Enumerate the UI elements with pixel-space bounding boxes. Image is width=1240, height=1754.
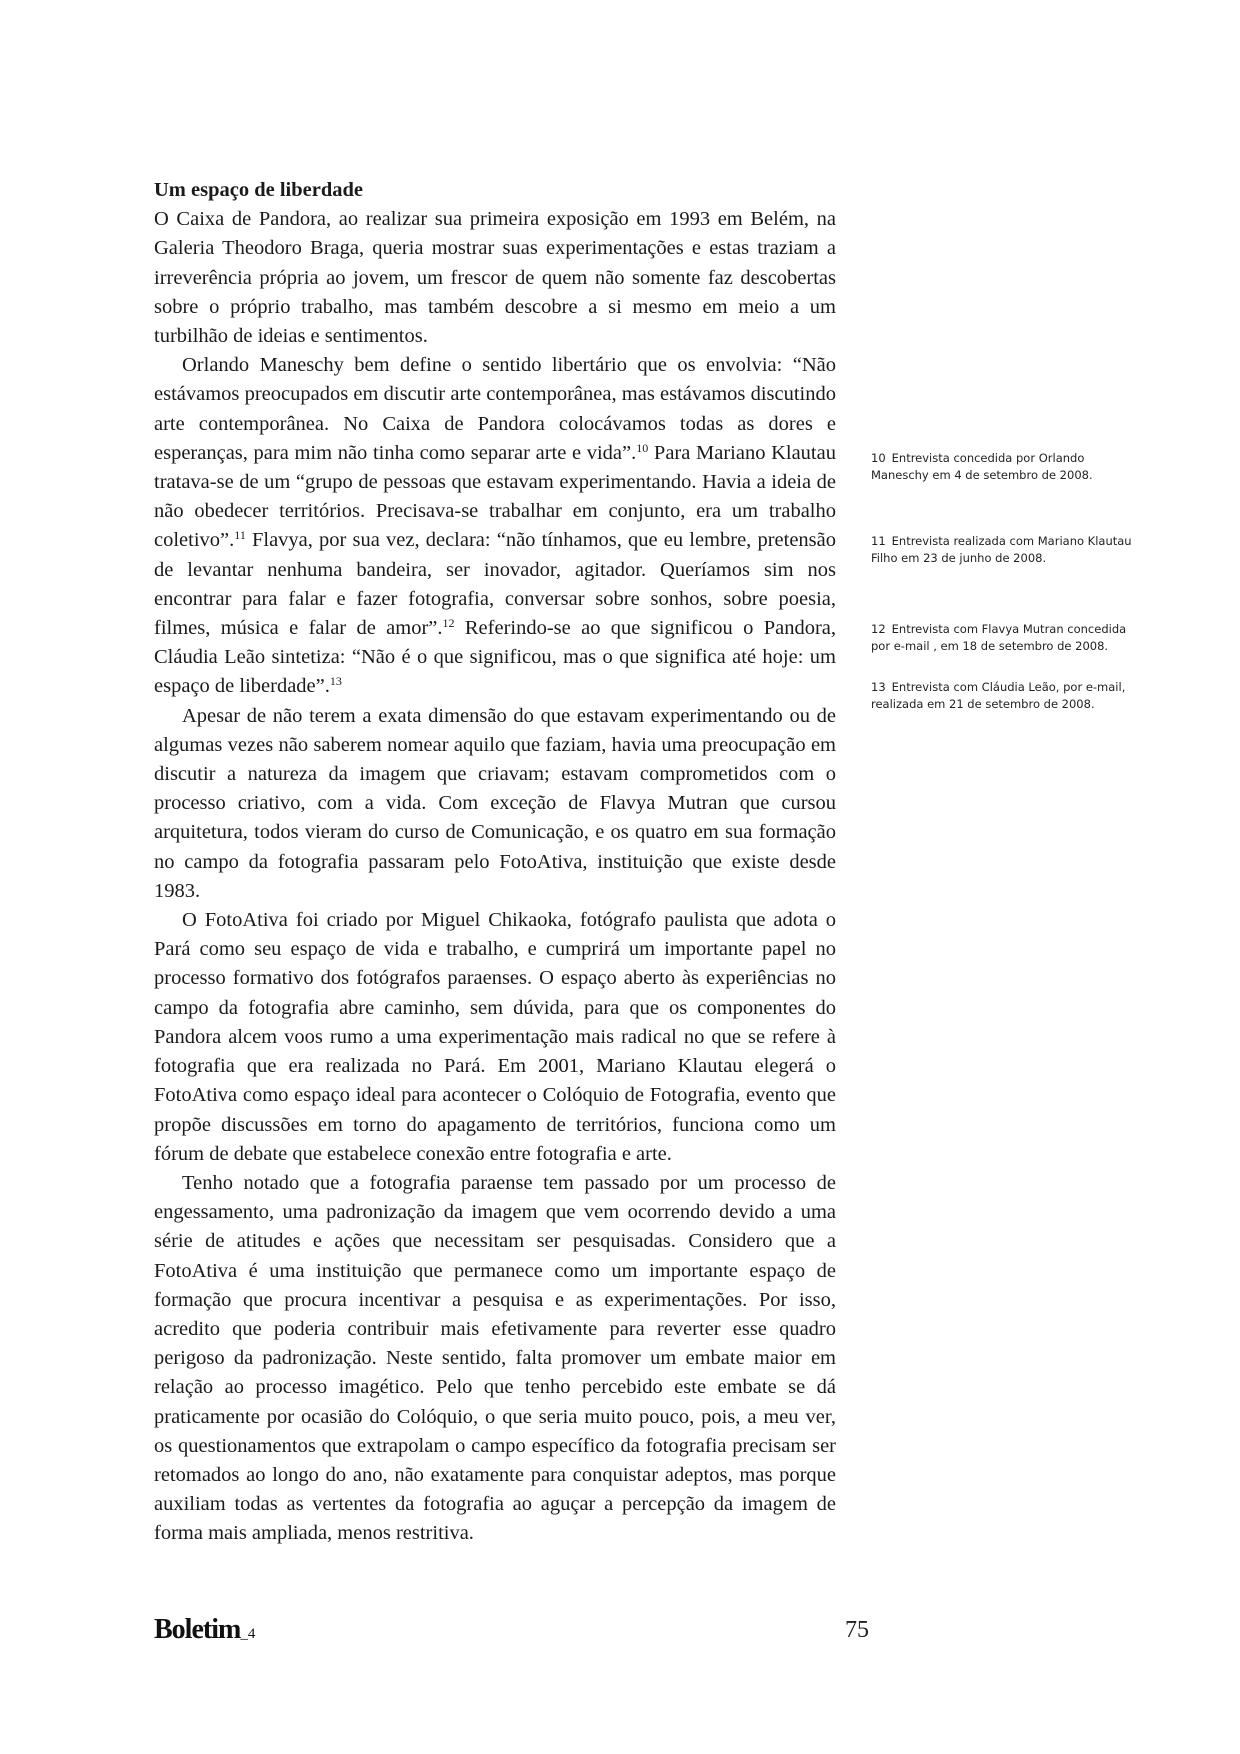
paragraph-5: Tenho notado que a fotografia paraense tem passado por um processo de engessamento, uma padronização da imagem que vem ocorrendo devido a uma série de atitudes e ações que necessitam ser pesquisadas. Considero que a FotoAtiva é uma instituição que permanece como um importante espaço de formação que procura incentivar a pesquisa e as experimentações. Por isso, acredito que poderia contribuir mais efetivamente para reverter esse quadro perigoso da padronização. Neste sentido, falta promover um embate maior em relação ao processo imagético. Pelo que tenho percebido este embate se dá praticamente por ocasião do Colóquio, o que seria muito pouco, pois, a meu ver, os questionamentos que extrapolam o campo específico da fotografia precisam ser retomados ao longo do ano, não exatamente para conquistar adeptos, mas porque auxiliam todas as vertentes da fotografia ao aguçar a percepção da imagem de forma mais ampliada, menos restritiva. [154, 1171, 836, 1545]
publication-name: Boletim [154, 1614, 241, 1645]
footnote-ref-11[interactable]: 11 [234, 528, 246, 543]
footnote-number: 13 [871, 680, 886, 694]
footnote-text: Entrevista concedida por Orlando Maneschy em 4 de setembro de 2008. [871, 451, 1093, 482]
footnote-ref-10[interactable]: 10 [636, 440, 649, 455]
footnote-text: Entrevista com Cláudia Leão, por e-mail, realizada em 21 de setembro de 2008. [871, 680, 1126, 711]
footnote-number: 11 [871, 534, 886, 548]
footnote-number: 12 [871, 622, 886, 636]
footnote-11 [871, 533, 1141, 567]
paragraph-2-part-a: Orlando Maneschy bem define o sentido libertário que os envolvia: “Não estávamos preocupados em discutir arte contemporânea, mas estávamos discutindo arte contemporânea. No Caixa de Pandora colocávamos todas as dores e esperanças, para mim não tinha como separar arte e vida”. [154, 354, 836, 464]
footnote-text: Entrevista com Flavya Mutran concedida por e-mail , em 18 de setembro de 2008. [871, 622, 1127, 653]
paragraph-1: O Caixa de Pandora, ao realizar sua primeira exposição em 1993 em Belém, na Galeria Theodoro Braga, queria mostrar suas experimentações e estas traziam a irreverência própria ao jovem, um frescor de quem não somente faz descobertas sobre o próprio trabalho, mas também descobre a si mesmo em meio a um turbilhão de ideias e sentimentos. [154, 208, 836, 348]
footnote-ref-12[interactable]: 12 [442, 616, 455, 631]
paragraph-2-part-b: Para Mariano Klautau tratava-se de um “grupo de pessoas que estavam experimentando. Havia a ideia de não obedecer territórios. Precisava-se trabalhar em conjunto, era um trabalho coletivo”. [154, 441, 836, 552]
issue-number: _4 [240, 1626, 256, 1642]
publication-logo [154, 1614, 255, 1646]
footnote-number: 10 [871, 451, 886, 465]
paragraph-2-part-c: Flavya, por sua vez, declara: “não tínhamos, que eu lembre, pretensão de levantar nenhuma bandeira, ser inovador, agitador. Queríamos sim nos encontrar para falar e fazer fotografia, conversar sobre sonhos, sobre poesia, filmes, música e falar de amor”. [154, 529, 836, 640]
footnote-ref-13[interactable]: 13 [329, 674, 342, 689]
paragraph-2 [154, 351, 836, 701]
footnote-10 [871, 450, 1141, 484]
paragraph-4: O FotoAtiva foi criado por Miguel Chikaoka, fotógrafo paulista que adota o Pará como seu espaço de vida e trabalho, e cumprirá um importante papel no processo formativo dos fotógrafos paraenses. O espaço aberto às experiências no campo da fotografia abre caminho, sem dúvida, para que os componentes do Pandora alcem voos rumo a uma experimentação mais radical no que se refere à fotografia que era realizada no Pará. Em 2001, Mariano Klautau elegerá o FotoAtiva como espaço ideal para acontecer o Colóquio de Fotografia, evento que propõe discussões em torno do apagamento de territórios, funciona como um fórum de debate que estabelece conexão entre fotografia e arte. [154, 909, 836, 1165]
footnote-13 [871, 679, 1141, 713]
paragraph-3: Apesar de não terem a exata dimensão do que estavam experimentando ou de algumas vezes não saberem nomear aquilo que faziam, havia uma preocupação em discutir a natureza da imagem que criavam; estavam comprometidos com o processo criativo, com a vida. Com exceção de Flavya Mutran que cursou arquitetura, todos vieram do curso de Comunicação, e os quatro em sua formação no campo da fotografia passaram pelo FotoAtiva, instituição que existe desde 1983. [154, 704, 836, 902]
article-body [154, 176, 836, 1549]
paragraph-2-part-d: Referindo-se ao que significou o Pandora, Cláudia Leão sintetiza: “Não é o que significou, mas o que significa até hoje: um espaço de liberdade”. [154, 617, 836, 698]
page-number: 75 [845, 1617, 869, 1643]
footnote-12 [871, 621, 1141, 655]
section-heading: Um espaço de liberdade [154, 179, 363, 201]
footnote-text: Entrevista realizada com Mariano Klautau Filho em 23 de junho de 2008. [871, 534, 1132, 565]
